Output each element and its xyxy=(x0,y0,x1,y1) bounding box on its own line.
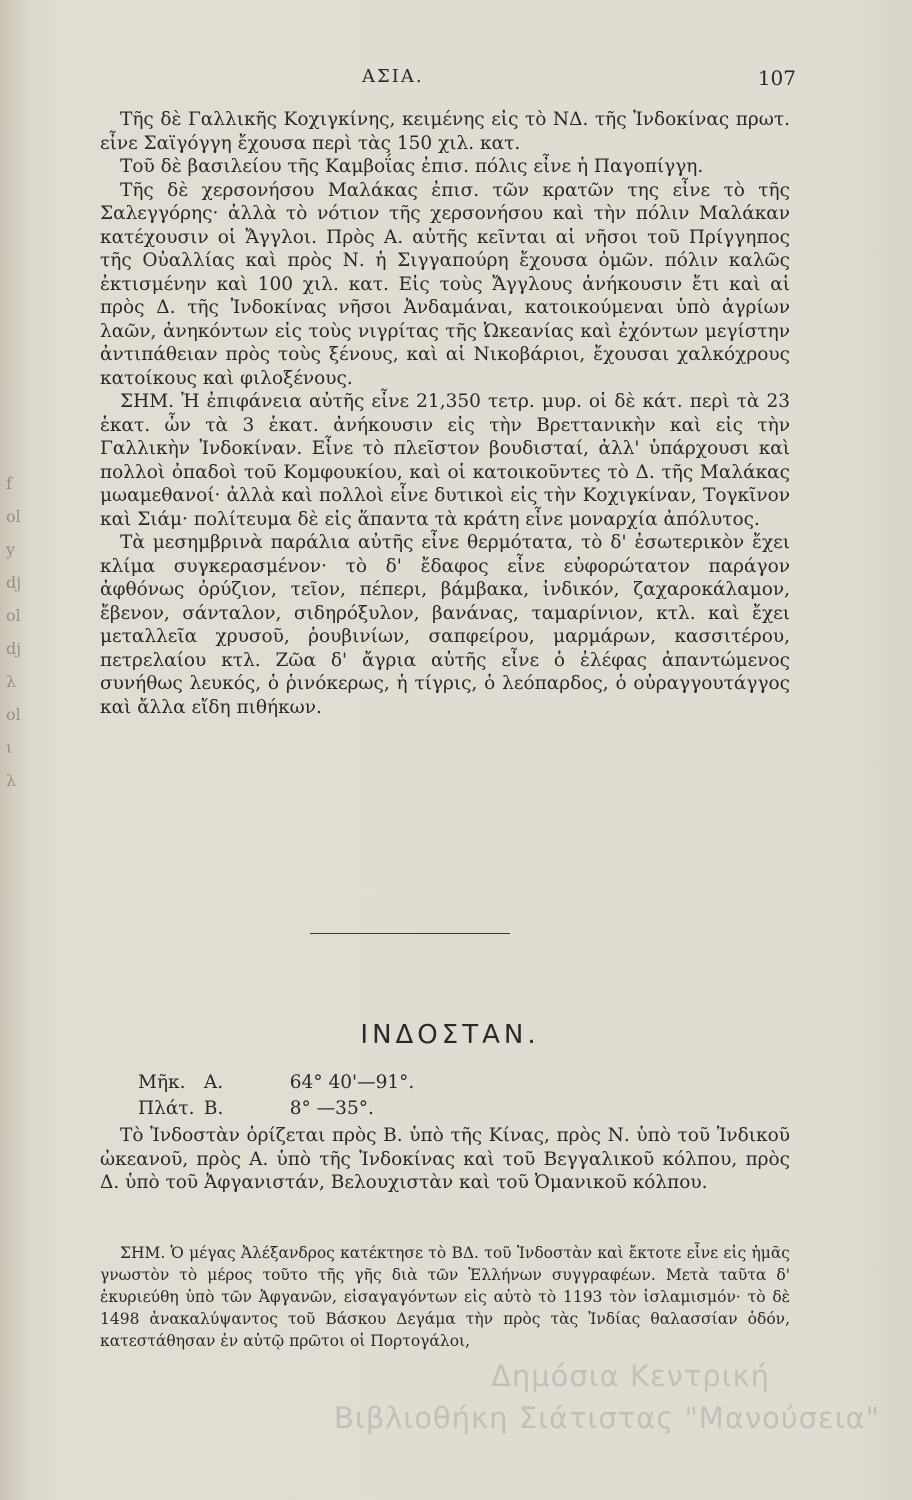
coord-label: Πλάτ. xyxy=(138,1098,195,1119)
gutter-bleed-marks xyxy=(0,460,34,890)
watermark-line: Βιβλιοθήκη Σιάτιστας "Μανούσεια" xyxy=(334,1401,880,1435)
gutter-mark: λ xyxy=(6,672,17,691)
coord-value: 8° —35°. xyxy=(289,1098,374,1119)
gutter-mark: ol xyxy=(6,705,21,724)
paragraph: Τὰ μεσημβρινὰ παράλια αὐτῆς εἶνε θερμότατα, τὸ δ' ἐσωτερικὸν ἔχει κλίμα συγκερασμένον· τὸ δ' ἔδαφος εἶνε εὐφορώτατον παράγον ἀφθόνως ὀρύζιον, τεῖον, πέπερι, βάμβακα, ἰνδικόν, ζαχαροκάλαμον, ἔβενον, σάνταλον, σιδηρόξυλον, βανάνας, ταμαρίνιον, κτλ. καὶ ἔχει μεταλλεῖα χρυσοῦ, ῥουβινίων, σαπφείρου, μαρμάρων, κασσιτέρου, πετρελαίου κτλ. Ζῶα δ' ἄγρια αὐτῆς εἶνε ὁ ἐλέφας ἀπαντώμενος συνήθως λευκός, ὁ ῥινόκερως, ἡ τίγρις, ὁ λεόπαρδος, ὁ οὐραγγουτάγγος καὶ ἄλλα εἴδη πιθήκων. xyxy=(100,532,790,718)
section-divider xyxy=(310,933,510,934)
paragraph: Τῆς δὲ Γαλλικῆς Κοχιγκίνης, κειμένης εἰς τὸ ΝΔ. τῆς Ἰνδοκίνας πρωτ. εἶνε Σαϊγόγγη ἔχουσα περὶ τὰς 150 χιλ. κατ. xyxy=(100,109,790,154)
coord-direction: Β. xyxy=(203,1098,224,1119)
page-header xyxy=(100,66,796,92)
gutter-mark: λ xyxy=(6,771,17,790)
gutter-mark: ι xyxy=(6,738,13,757)
note-paragraph: ΣΗΜ. Ἡ ἐπιφάνεια αὐτῆς εἶνε 21,350 τετρ. μυρ. οἱ δὲ κάτ. περὶ τὰ 23 ἑκατ. ὧν τὰ 3 ἑκατ. ἀνήκουσιν εἰς τὴν Βρεττανικὴν καὶ εἰς τὴν Γαλλικὴν Ἰνδοκίναν. Εἶνε τὸ πλεῖστον βουδισταί, ἀλλ' ὑπάρχουσι καὶ πολλοὶ ὀπαδοὶ τοῦ Κομφουκίου, καὶ οἱ κατοικοῦντες τὸ Δ. τῆς Μαλάκας μωαμεθανοί· ἀλλὰ καὶ πολλοὶ εἶνε δυτικοὶ εἰς τὴν Κοχιγκίναν, Τογκῖνον καὶ Σιάμ· πολίτευμα δὲ εἰς ἅπαντα τὰ κράτη εἶνε μοναρχία ἀπόλυτος. xyxy=(100,391,790,530)
coordinates-block xyxy=(138,1070,414,1122)
library-watermark xyxy=(220,1355,880,1439)
section-note xyxy=(100,1242,790,1352)
page-number: 107 xyxy=(757,66,796,90)
coord-value: 64° 40'—91°. xyxy=(289,1072,415,1093)
gutter-mark: y xyxy=(6,540,16,559)
longitude-row xyxy=(138,1070,414,1096)
paragraph: Τὸ Ἰνδοστὰν ὁρίζεται πρὸς Β. ὑπὸ τῆς Κίνας, πρὸς Ν. ὑπὸ τοῦ Ἰνδικοῦ ὠκεανοῦ, πρὸς Α. ὑπὸ τῆς Ἰνδοκίνας καὶ τοῦ Βεγγαλικοῦ κόλπου, πρὸς Δ. ὑπὸ τοῦ Ἀφγανιστάν, Βελουχιστὰν καὶ τοῦ Ὀμανικοῦ κόλπου. xyxy=(100,1125,790,1193)
coord-direction: Α. xyxy=(203,1072,224,1093)
gutter-mark: ol xyxy=(6,507,21,526)
watermark-line: Δημόσια Κεντρική xyxy=(491,1359,770,1393)
running-head: ΑΣΙΑ. xyxy=(362,66,424,87)
main-text xyxy=(100,108,790,719)
section-body xyxy=(100,1124,790,1195)
gutter-mark: dj xyxy=(6,573,22,592)
latitude-row xyxy=(138,1096,414,1122)
gutter-mark: dj xyxy=(6,639,22,658)
gutter-mark: f xyxy=(6,474,12,493)
paragraph: Τῆς δὲ χερσονήσου Μαλάκας ἐπισ. τῶν κρατῶν της εἶνε τὸ τῆς Σαλεγγόρης· ἀλλὰ τὸ νότιον τῆς χερσονήσου καὶ τὴν πόλιν Μαλάκαν κατέχουσιν οἱ Ἄγγλοι. Πρὸς Α. αὐτῆς κεῖνται αἱ νῆσοι τοῦ Πρίγγηπος τῆς Οὐαλλίας καὶ πρὸς Ν. ἡ Σιγγαπούρη ἔχουσα ὁμῶν. πόλιν καλῶς ἐκτισμένην καὶ 100 χιλ. κατ. Εἰς τοὺς Ἄγγλους ἀνήκουσιν ἔτι καὶ αἱ πρὸς Δ. τῆς Ἰνδοκίνας νῆσοι Ἀνδαμάναι, κατοικούμεναι ὑπὸ ἀγρίων λαῶν, ἀνηκόντων εἰς τοὺς νιγρίτας τῆς Ὠκεανίας καὶ ἐχόντων μεγίστην ἀντιπάθειαν πρὸς τοὺς ξένους, καὶ αἱ Νικοβάριοι, ἔχουσαι χαλκόχρους κατοίκους καὶ φιλοξένους. xyxy=(100,179,790,389)
paragraph: Τοῦ δὲ βασιλείου τῆς Καμβοΐας ἐπισ. πόλις εἶνε ἡ Παγοπίγγη. xyxy=(120,156,704,177)
section-title: ΙΝΔΟΣΤΑΝ. xyxy=(360,1020,540,1050)
coord-label: Μῆκ. xyxy=(138,1072,186,1093)
gutter-mark: ol xyxy=(6,606,21,625)
note-paragraph: ΣΗΜ. Ὁ μέγας Ἀλέξανδρος κατέκτησε τὸ ΒΔ. τοῦ Ἰνδοστὰν καὶ ἔκτοτε εἶνε εἰς ἡμᾶς γνωστὸν τὸ μέρος τοῦτο τῆς γῆς διὰ τῶν Ἑλλήνων συγγραφέων. Μετὰ ταῦτα δ' ἐκυριεύθη ὑπὸ τῶν Ἀφγανῶν, εἰσαγαγόντων εἰς αὐτὸ τὸ 1193 τὸν ἰσλαμισμόν· τὸ δὲ 1498 ἀνακαλύψαντος τοῦ Βάσκου Δεγάμα τὴν πρὸς τὰς Ἰνδίας θαλασσίαν ὁδόν, κατεστάθησαν ἐν αὐτῷ πρῶτοι οἱ Πορτογάλοι, xyxy=(100,1244,790,1350)
